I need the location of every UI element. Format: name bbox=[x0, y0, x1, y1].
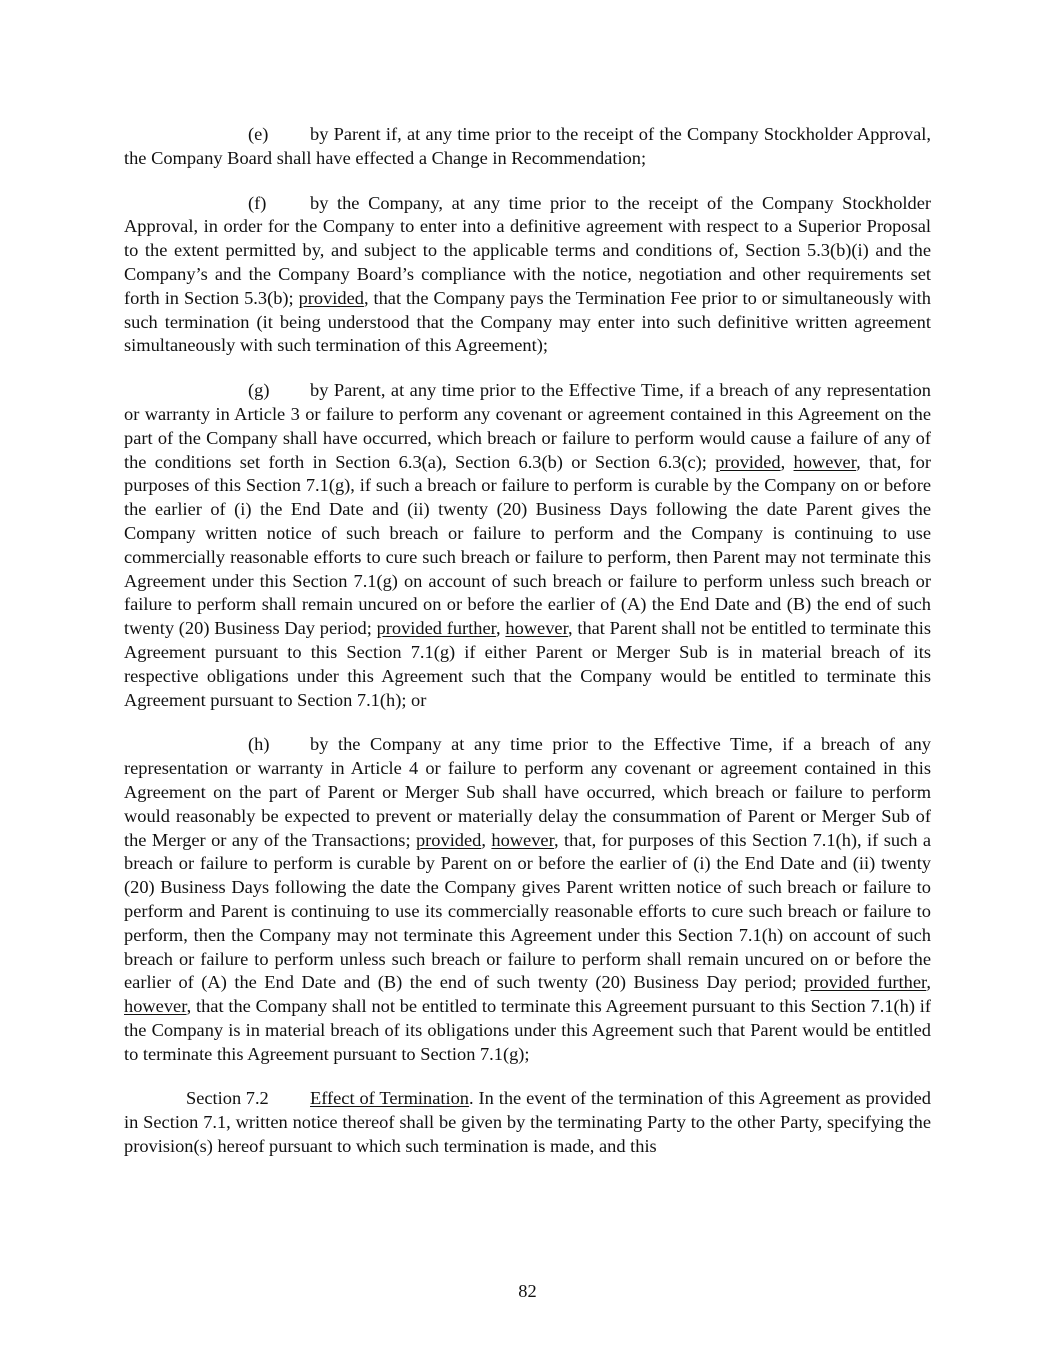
document-page bbox=[124, 123, 931, 1180]
underlined-term: provided bbox=[298, 287, 364, 308]
paragraph-marker: (g) bbox=[248, 380, 270, 401]
section-label: Section 7.2 bbox=[186, 1088, 269, 1109]
paragraph-text: , that, for purposes of this Section 7.1(h), if such a breach or failure to perform is curable by Parent on or before the earlier of (i) the End Date and (ii) twenty (20) Business Days following the date the Company gives Parent written notice of such breach or failure to perform and Parent is continuing to use its commercially reasonable efforts to cure such breach or failure to perform, then the Company may not terminate this Agreement under this Section 7.1(h) on account of such breach or failure to perform unless such breach or failure to perform shall remain uncured on or before the earlier of (A) the End Date and (B) the end of such twenty (20) Business Day period; bbox=[124, 829, 932, 993]
underlined-term: however bbox=[491, 829, 554, 850]
underlined-term: provided bbox=[415, 829, 482, 850]
paragraph-text: , bbox=[481, 829, 492, 850]
paragraph-text: , that Parent shall not be entitled to terminate this Agreement pursuant to this Section 7.1(g) if either Parent or Merger Sub is in material breach of its respective obligations under this Agreement such that the Company would be entitled to terminate this Agreement pursuant to Section 7.1(h); or bbox=[124, 618, 931, 710]
page-number: 82 bbox=[518, 1281, 537, 1301]
paragraph-text: , that, for purposes of this Section 7.1(g), if such a breach or failure to perform is curable by the Company on or before the earlier of (i) the End Date and (ii) twenty (20) Business Days following the date Parent gives the Company written notice of such breach or failure to perform and the Company is continuing to use commercially reasonable efforts to cure such breach or failure to perform, then Parent may not terminate this Agreement under this Section 7.1(g) on account of such breach or failure to perform unless such breach or failure to perform shall remain uncured on or before the earlier of (A) the End Date and (B) the end of such twenty (20) Business Day period; bbox=[124, 451, 931, 639]
underlined-term: however bbox=[505, 618, 568, 639]
paragraph-text: by the Company at any time prior to the Effective Time, if a breach of any representation or warranty in Article 4 or failure to perform any covenant or agreement contained in this Agreement on the part of Parent or Merger Sub shall have occurred, which breach or failure to perform would reasonably be expected to prevent or materially delay the consummation of Parent or Merger Sub of the Merger or any of the Transactions; bbox=[124, 734, 931, 850]
paragraph-f bbox=[124, 192, 931, 359]
underlined-term: provided further bbox=[376, 618, 497, 639]
paragraph-marker: (f) bbox=[248, 192, 267, 213]
underlined-term: provided further bbox=[804, 972, 927, 993]
paragraph-g bbox=[124, 379, 931, 712]
paragraph-text: . In the event of the termination of this Agreement as provided in Section 7.1, written notice thereof shall be given by the terminating Party to the other Party, specifying the provision(s) hereof pursuant to which such termination is made, and this bbox=[124, 1088, 931, 1157]
paragraph-e bbox=[124, 123, 931, 171]
paragraph-marker: (e) bbox=[248, 124, 269, 144]
paragraph-text: , bbox=[926, 972, 931, 993]
paragraph-text: by Parent if, at any time prior to the receipt of the Company Stockholder Approval, the Company Board shall have effected a Change in Recommendation; bbox=[124, 124, 931, 168]
underlined-term: however bbox=[793, 451, 857, 472]
paragraph-text: by Parent, at any time prior to the Effective Time, if a breach of any representation or warranty in Article 3 or failure to perform any covenant or agreement contained in this Agreement on the part of the Company shall have occurred, which breach or failure to perform would cause a failure of any of the conditions set forth in Section 6.3(a), Section 6.3(b) or Section 6.3(c); bbox=[124, 380, 931, 472]
underlined-term: however bbox=[124, 996, 187, 1017]
paragraph-text: , that the Company pays the Termination Fee prior to or simultaneously with such termination (it being understood that the Company may enter into such definitive written agreement simultaneously with such termination of this Agreement); bbox=[124, 287, 931, 356]
section-heading: Effect of Termination bbox=[310, 1088, 469, 1109]
paragraph-text: , that the Company shall not be entitled to terminate this Agreement pursuant to this Section 7.1(h) if the Company is in material breach of its obligations under this Agreement such that Parent would be entitled to terminate this Agreement pursuant to Section 7.1(g); bbox=[124, 996, 931, 1064]
underlined-term: provided bbox=[715, 451, 781, 472]
paragraph-text: , bbox=[496, 618, 506, 639]
paragraph-marker: (h) bbox=[248, 734, 270, 755]
paragraph-h bbox=[124, 733, 931, 1066]
section-7-2-paragraph bbox=[124, 1087, 931, 1158]
paragraph-text: by the Company, at any time prior to the receipt of the Company Stockholder Approval, in order for the Company to enter into a definitive agreement with respect to a Superior Proposal to the extent permitted by, and subject to the applicable terms and conditions of, Section 5.3(b)(i) and the Company’s and the Company Board’s compliance with the notice, negotiation and other requirements set forth in Section 5.3(b); bbox=[124, 192, 931, 308]
paragraph-text: , bbox=[780, 451, 794, 472]
